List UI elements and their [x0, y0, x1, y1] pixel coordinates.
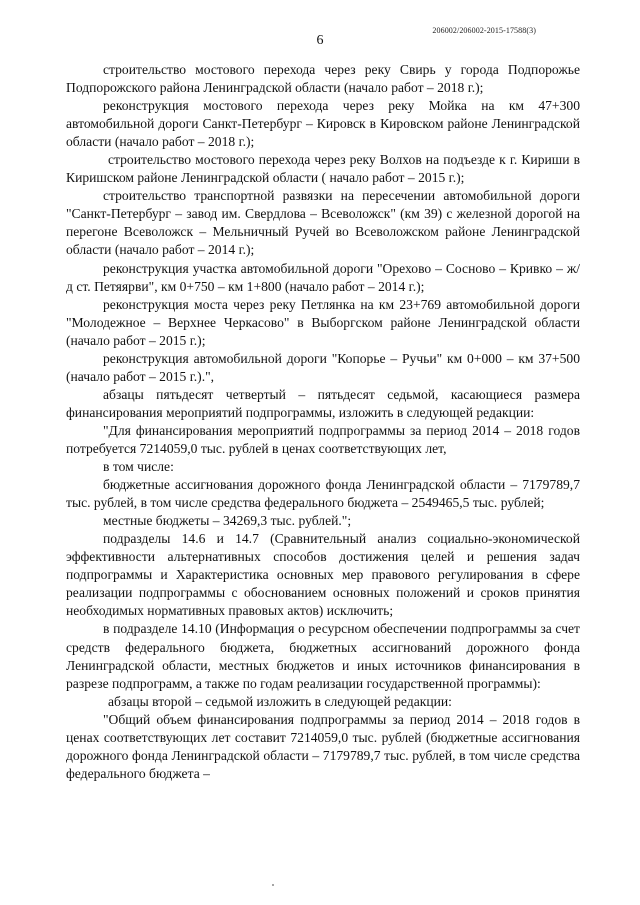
page-number: 6 [316, 33, 324, 48]
paragraph-subsections-excluded: подразделы 14.6 и 14.7 (Сравнительный анализ социально-экономической эффективности альтернативных способов достижения целей и решения задач подпрограммы и Характеристика основных мер правового регулирования в сфере реализации подпрограммы с обоснованием основных положений и сроков принятия необходимых нормативных правовых актов) исключить; [66, 531, 580, 619]
paragraph-orekhovo-road: реконструкция участка автомобильной дороги "Орехово – Сосново – Кривко – ж/д ст. Петяярви", км 0+750 – км 1+800 (начало работ – 2014 г.); [66, 260, 580, 294]
paragraph-financing-intro: абзацы пятьдесят четвертый – пятьдесят седьмой, касающиеся размера финансирования мероприятий подпрограммы, изложить в следующей редакции: [66, 386, 580, 420]
paragraph-vsevolozhsk-interchange: строительство транспортной развязки на пересечении автомобильной дороги "Санкт-Петербург – завод им. Свердлова – Всеволожск" (км 39) с железной дорогой на перегоне Всеволожск – Мельничный Ручей во Всеволожском районе Ленинградской области (начало работ – 2014 г.); [66, 188, 580, 258]
paragraph-road-fund: бюджетные ассигнования дорожного фонда Ленинградской области – 7179789,7 тыс. рублей, в том числе средства федерального бюджета – 2549465,5 тыс. рублей; [66, 477, 580, 511]
paragraph-including: в том числе: [103, 459, 174, 475]
paragraph-subsection-1410: в подразделе 14.10 (Информация о ресурсном обеспечении подпрограммы за счет средств федерального бюджета, бюджетных ассигнований дорожного фонда Ленинградской области, местных бюджетов и иных источников финансирования в разрезе подпрограмм, а также по годам реализации государственной программы): [66, 621, 580, 691]
paragraph-moika-bridge: реконструкция мостового перехода через реку Мойка на км 47+300 автомобильной дороги Санкт-Петербург – Кировск в Кировском районе Ленинградской области (начало работ – 2018 г.); [66, 98, 580, 150]
paragraph-total-volume: "Общий объем финансирования подпрограммы за период 2014 – 2018 годов в ценах соответствующих лет составит 7214059,0 тыс. рублей (бюджетные ассигнования дорожного фонда Ленинградской области – 7179789,7 тыс. рублей, в том числе средства федерального бюджета – [66, 711, 580, 781]
paragraph-koporye-road: реконструкция автомобильной дороги "Копорье – Ручьи" км 0+000 – км 37+500 (начало работ – 2015 г.).", [66, 350, 580, 384]
scan-dot [272, 884, 274, 886]
paragraph-svir-bridge: строительство мостового перехода через реку Свирь у города Подпорожье Подпорожского района Ленинградской области (начало работ – 2018 г.); [66, 62, 580, 96]
paragraph-local-budgets: местные бюджеты – 34269,3 тыс. рублей."; [103, 513, 352, 529]
paragraph-volkhov-bridge: строительство мостового перехода через реку Волхов на подъезде к г. Кириши в Киришском районе Ленинградской области ( начало работ – 2015 г.); [66, 152, 580, 186]
paragraph-abzacy-second-seventh: абзацы второй – седьмой изложить в следующей редакции: [108, 693, 452, 709]
document-id: 206002/206002-2015-17588(3) [432, 26, 536, 35]
paragraph-financing-total: "Для финансирования мероприятий подпрограммы за период 2014 – 2018 годов потребуется 7214059,0 тыс. рублей в ценах соответствующих лет, [66, 422, 580, 456]
document-body [66, 61, 580, 783]
paragraph-petlyanka-bridge: реконструкция моста через реку Петлянка на км 23+769 автомобильной дороги "Молодежное – Верхнее Черкасово" в Выборгском районе Ленинградской области (начало работ – 2015 г.); [66, 296, 580, 348]
